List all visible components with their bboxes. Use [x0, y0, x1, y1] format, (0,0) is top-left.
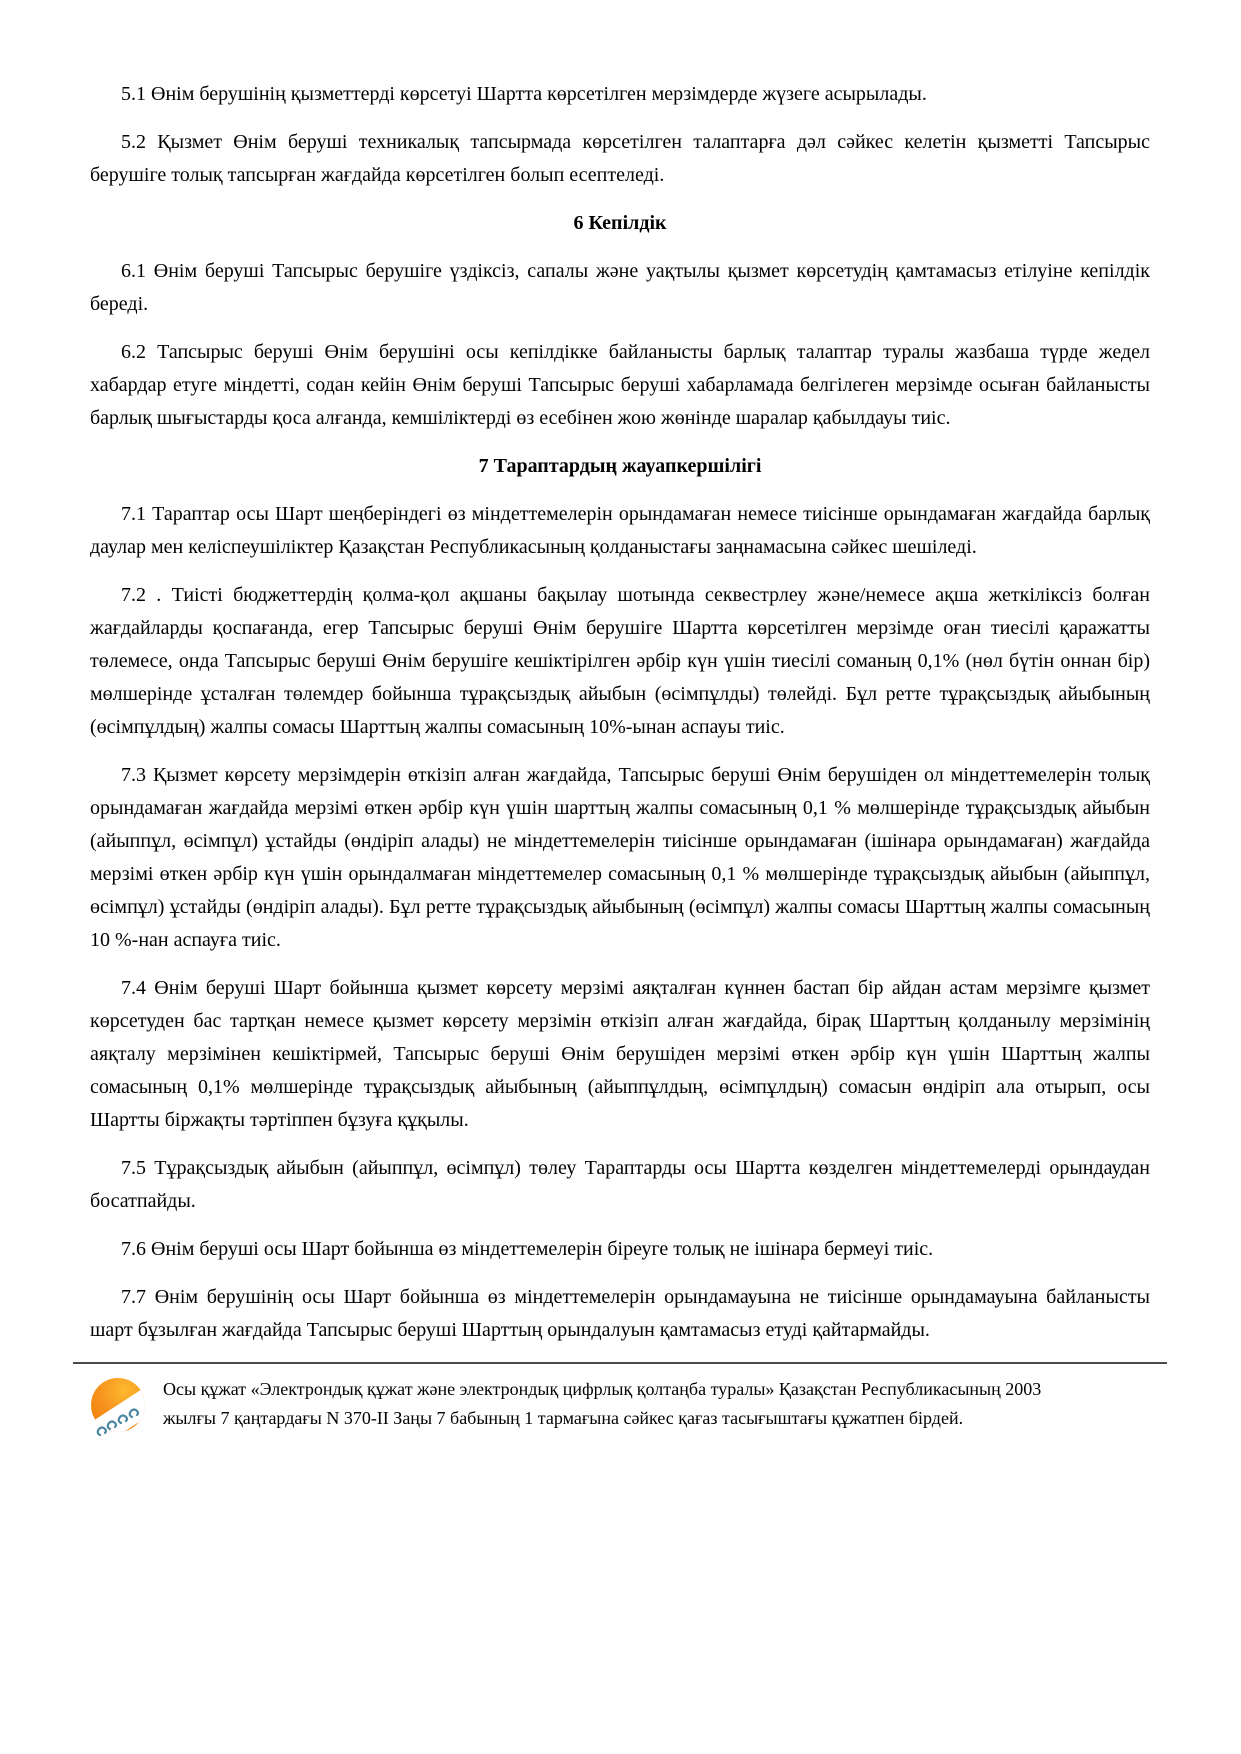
contract-paragraph-6-1: 6.1 Өнім беруші Тапсырыс берушіге үздіксіз, сапалы және уақтылы қызмет көрсетудің қамтамасыз етілуіне кепілдік береді.	[90, 260, 1150, 315]
contract-paragraph-7-7: 7.7 Өнім берушінің осы Шарт бойынша өз міндеттемелерін орындамауына не тиісінше орындамауына байланысты шарт бұзылған жағдайда Тапсырыс беруші Шарттың орындалуын қамтамасыз етуді қайтармайды.	[90, 1286, 1150, 1341]
contract-paragraph-7-3: 7.3 Қызмет көрсету мерзімдерін өткізіп алған жағдайда, Тапсырыс беруші Өнім берушіден ол міндеттемелерін толық орындамаған жағдайда мерзімі өткен әрбір күн үшін шарттың жалпы сомасының 0,1 % мөлшерінде тұрақсыздық айыбын (айыппұл, өсімпұл) ұстайды (өндіріп алады) не міндеттемелерін тиісінше орындамаған (ішінара орындамаған) жағдайда мерзімі өткен әрбір күн үшін орындалмаған міндеттемелер сомасының 0,1 % мөлшерінде тұрақсыздық айыбын (айыппұл, өсімпұл) ұстайды (өндіріп алады). Бұл ретте тұрақсыздық айыбының (өсімпұл) жалпы сомасы Шарттың жалпы сомасының 10 %-нан аспауға тиіс.	[90, 764, 1150, 951]
contract-paragraph-7-2: 7.2 . Тиісті бюджеттердің қолма-қол ақшаны бақылау шотында секвестрлеу және/немесе ақша жеткіліксіз болған жағдайларды қоспағанда, егер Тапсырыс беруші Өнім берушіге Шартта көрсетілген мерзімде оған тиесілі қаражатты төлемесе, онда Тапсырыс беруші Өнім берушіге кешіктірілген әрбір күн үшін тиесілі соманың 0,1% (нөл бүтін оннан бір) мөлшерінде ұсталған төлемдер бойынша тұрақсыздық айыбын (өсімпұлды) төлейді. Бұл ретте тұрақсыздық айыбының (өсімпұлдың) жалпы сомасы Шарттың жалпы сомасының 10%-ынан аспауы тиіс.	[90, 584, 1150, 738]
eds-note-text: Осы құжат «Электрондық құжат және электрондық цифрлық қолтаңба туралы» Қазақстан Республикасының 2003 жылғы 7 қаңтардағы N 370-II Заңы 7 бабының 1 тармағына сәйкес қағаз тасығыштағы құжатпен бірдей.	[163, 1379, 1042, 1428]
contract-paragraph-7-4: 7.4 Өнім беруші Шарт бойынша қызмет көрсету мерзімі аяқталған күннен бастап бір айдан астам мерзімге қызмет көрсетуден бас тартқан немесе қызмет көрсету мерзімін өткізіп алған жағдайда, бірақ Шарттың қолданылу мерзімінің аяқталу мерзімінен кешіктірмей, Тапсырыс беруші Өнім берушіден мерзімі өткен әрбір күн үшін Шарттың жалпы сомасының 0,1% мөлшерінде тұрақсыздық айыбының (айыппұлдың, өсімпұлдың) сомасын өндіріп ала отырып, осы Шартты біржақты тәртіппен бұзуға құқылы.	[90, 977, 1150, 1131]
contract-paragraph-6-2: 6.2 Тапсырыс беруші Өнім берушіні осы кепілдікке байланысты барлық талаптар туралы жазбаша түрде жедел хабардар етуге міндетті, содан кейін Өнім беруші Тапсырыс беруші хабарламада белгілеген мерзімде осыған байланысты барлық шығыстарды қоса алғанда, кемшіліктерді өз есебінен жою жөнінде шаралар қабылдауы тиіс.	[90, 341, 1150, 429]
section-heading-6: 6 Кепілдік	[573, 212, 667, 234]
contract-paragraph-5-1: 5.1 Өнім берушінің қызметтерді көрсетуі Шартта көрсетілген мерзімдерде жүзеге асырылады.	[121, 83, 927, 105]
contract-paragraph-7-6: 7.6 Өнім беруші осы Шарт бойынша өз міндеттемелерін біреуге толық не ішінара бермеуі тиіс.	[121, 1238, 934, 1260]
eds-stamp-icon	[90, 1377, 148, 1443]
section-heading-7: 7 Тараптардың жауапкершілігі	[478, 455, 762, 477]
contract-paragraph-7-5: 7.5 Тұрақсыздық айыбын (айыппұл, өсімпұл) төлеу Тараптарды осы Шартта көзделген міндеттемелерді орындаудан босатпайды.	[90, 1157, 1150, 1212]
eds-validity-footer	[73, 1362, 1167, 1443]
contract-paragraph-5-2: 5.2 Қызмет Өнім беруші техникалық тапсырмада көрсетілген талаптарға дәл сәйкес келетін қызметті Тапсырыс берушіге толық тапсырған жағдайда көрсетілген болып есептеледі.	[90, 131, 1150, 186]
contract-paragraph-7-1: 7.1 Тараптар осы Шарт шеңберіндегі өз міндеттемелерін орындамаған немесе тиісінше орындамаған жағдайда барлық даулар мен келіспеушіліктер Қазақстан Республикасының қолданыстағы заңнамасына сәйкес шешіледі.	[90, 503, 1150, 558]
